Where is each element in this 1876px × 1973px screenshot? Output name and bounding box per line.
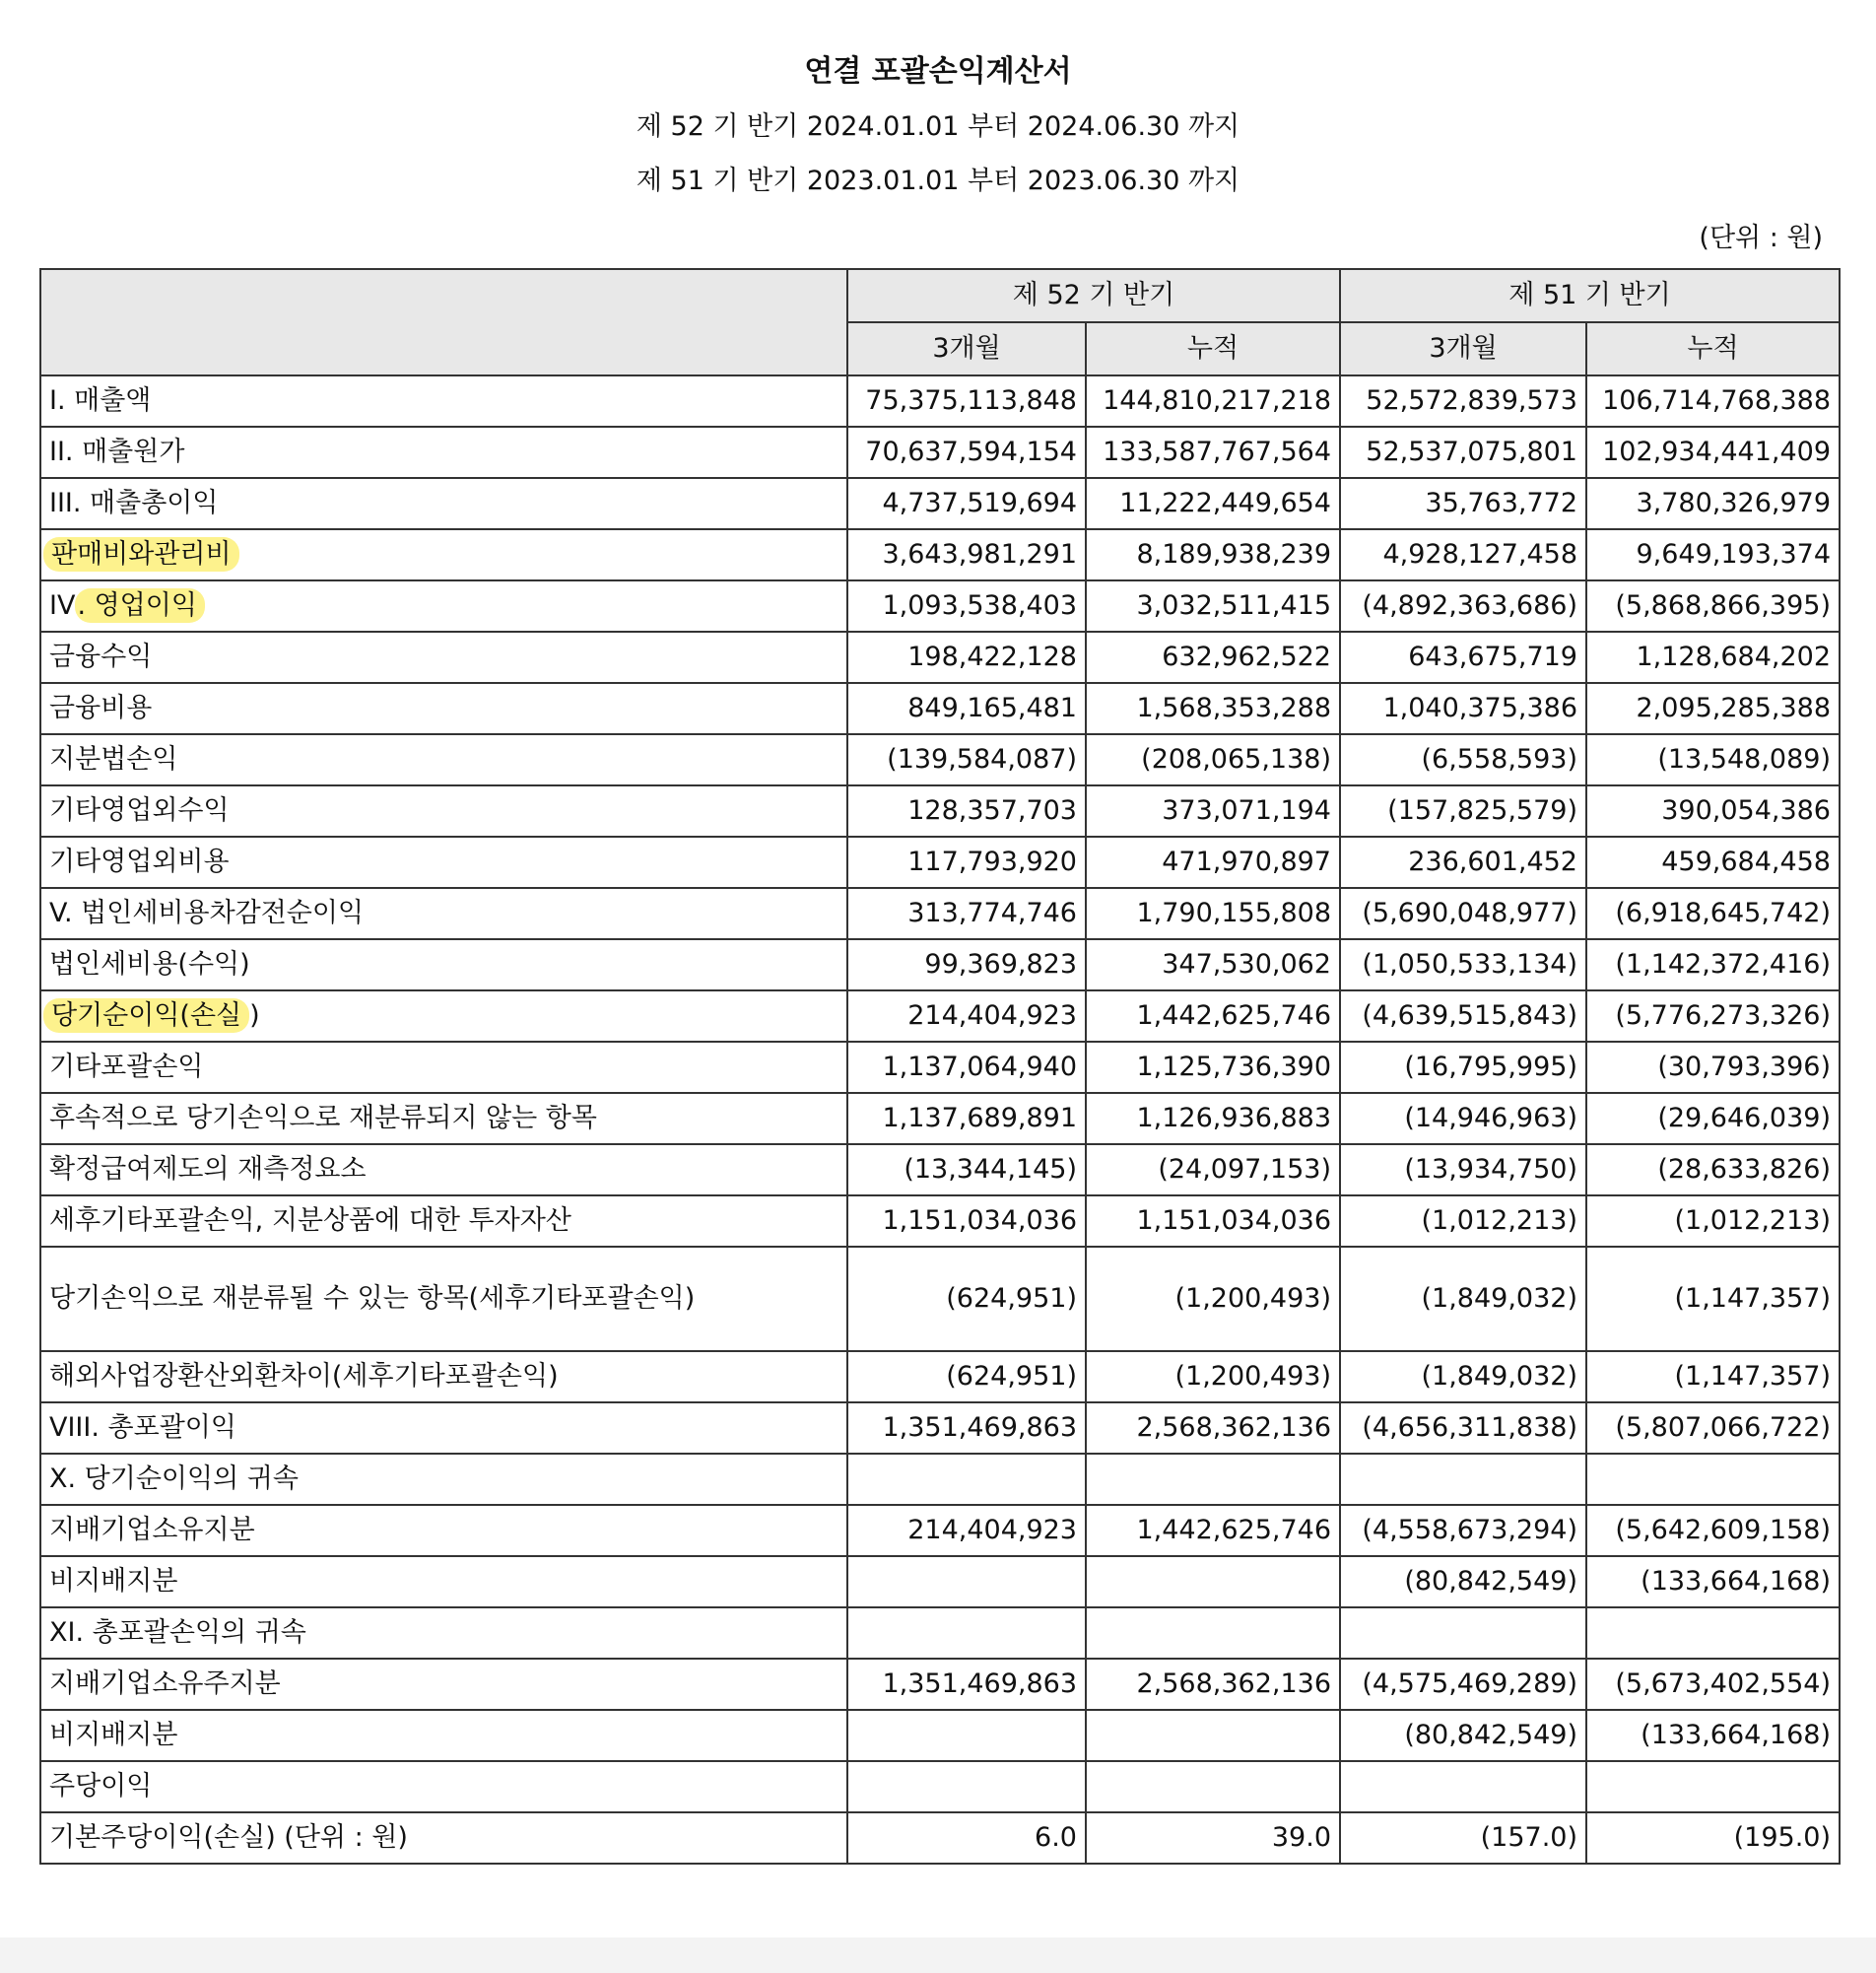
- bottom-strip: [0, 1938, 1876, 1973]
- value-cell: 471,970,897: [1086, 837, 1340, 888]
- value-cell: (30,793,396): [1586, 1042, 1840, 1093]
- value-cell: 1,125,736,390: [1086, 1042, 1340, 1093]
- row-label: 확정급여제도의 재측정요소: [40, 1144, 847, 1195]
- row-label: 지분법손익: [40, 734, 847, 785]
- row-label: 기타영업외수익: [40, 785, 847, 837]
- header-51-cumulative: 누적: [1586, 322, 1840, 375]
- value-cell: (133,664,168): [1586, 1556, 1840, 1607]
- value-cell: [1340, 1454, 1586, 1505]
- row-label: 세후기타포괄손익, 지분상품에 대한 투자자산: [40, 1195, 847, 1247]
- value-cell: (80,842,549): [1340, 1710, 1586, 1761]
- value-cell: 1,442,625,746: [1086, 990, 1340, 1042]
- header-blank-cell: [40, 269, 847, 375]
- value-cell: 1,128,684,202: [1586, 632, 1840, 683]
- table-row: [40, 529, 1840, 580]
- table-row: [40, 837, 1840, 888]
- row-label: 금융비용: [40, 683, 847, 734]
- table-row: [40, 1042, 1840, 1093]
- value-cell: 1,040,375,386: [1340, 683, 1586, 734]
- value-cell: (4,575,469,289): [1340, 1659, 1586, 1710]
- value-cell: 75,375,113,848: [847, 375, 1086, 427]
- unit-label: (단위 : 원): [1699, 223, 1823, 253]
- value-cell: (13,548,089): [1586, 734, 1840, 785]
- header-period-51: 제 51 기 반기: [1340, 269, 1840, 322]
- value-cell: 4,928,127,458: [1340, 529, 1586, 580]
- header-period-52: 제 52 기 반기: [847, 269, 1340, 322]
- value-cell: [1086, 1454, 1340, 1505]
- value-cell: (24,097,153): [1086, 1144, 1340, 1195]
- value-cell: 1,137,689,891: [847, 1093, 1086, 1144]
- table-row: [40, 1659, 1840, 1710]
- row-label: 주당이익: [40, 1761, 847, 1812]
- value-cell: (4,558,673,294): [1340, 1505, 1586, 1556]
- row-label: VIII. 총포괄이익: [40, 1402, 847, 1454]
- table-row: [40, 1093, 1840, 1144]
- value-cell: 390,054,386: [1586, 785, 1840, 837]
- value-cell: 643,675,719: [1340, 632, 1586, 683]
- value-cell: (624,951): [847, 1247, 1086, 1351]
- table-row: [40, 1505, 1840, 1556]
- value-cell: (1,012,213): [1340, 1195, 1586, 1247]
- value-cell: 52,537,075,801: [1340, 427, 1586, 478]
- header-row-groups: [40, 269, 1840, 322]
- value-cell: 144,810,217,218: [1086, 375, 1340, 427]
- table-body: [40, 375, 1840, 1864]
- value-cell: [1586, 1454, 1840, 1505]
- income-statement-table: [39, 268, 1841, 1865]
- table-row: [40, 632, 1840, 683]
- value-cell: (5,776,273,326): [1586, 990, 1840, 1042]
- value-cell: (16,795,995): [1340, 1042, 1586, 1093]
- table-row: [40, 1351, 1840, 1402]
- value-cell: (195.0): [1586, 1812, 1840, 1864]
- value-cell: (1,849,032): [1340, 1247, 1586, 1351]
- value-cell: (4,892,363,686): [1340, 580, 1586, 632]
- value-cell: 106,714,768,388: [1586, 375, 1840, 427]
- value-cell: (133,664,168): [1586, 1710, 1840, 1761]
- row-label: 기타영업외비용: [40, 837, 847, 888]
- value-cell: 3,643,981,291: [847, 529, 1086, 580]
- value-cell: (5,868,866,395): [1586, 580, 1840, 632]
- value-cell: [1340, 1607, 1586, 1659]
- value-cell: 52,572,839,573: [1340, 375, 1586, 427]
- value-cell: [847, 1761, 1086, 1812]
- row-label: 법인세비용(수익): [40, 939, 847, 990]
- value-cell: [847, 1454, 1086, 1505]
- row-label: II. 매출원가: [40, 427, 847, 478]
- value-cell: (5,690,048,977): [1340, 888, 1586, 939]
- value-cell: (208,065,138): [1086, 734, 1340, 785]
- value-cell: 117,793,920: [847, 837, 1086, 888]
- row-label: 기본주당이익(손실) (단위 : 원): [40, 1812, 847, 1864]
- header-52-3months: 3개월: [847, 322, 1086, 375]
- value-cell: (5,673,402,554): [1586, 1659, 1840, 1710]
- value-cell: 70,637,594,154: [847, 427, 1086, 478]
- table-row: [40, 1195, 1840, 1247]
- value-cell: 1,351,469,863: [847, 1402, 1086, 1454]
- value-cell: (14,946,963): [1340, 1093, 1586, 1144]
- row-label: XI. 총포괄손익의 귀속: [40, 1607, 847, 1659]
- value-cell: (1,147,357): [1586, 1247, 1840, 1351]
- value-cell: [1086, 1761, 1340, 1812]
- highlighted-label: 판매비와관리비: [43, 537, 239, 572]
- value-cell: 459,684,458: [1586, 837, 1840, 888]
- value-cell: 198,422,128: [847, 632, 1086, 683]
- value-cell: (139,584,087): [847, 734, 1086, 785]
- value-cell: (1,012,213): [1586, 1195, 1840, 1247]
- table-row: [40, 375, 1840, 427]
- table-row: [40, 478, 1840, 529]
- value-cell: (80,842,549): [1340, 1556, 1586, 1607]
- table-row: [40, 1761, 1840, 1812]
- value-cell: [847, 1607, 1086, 1659]
- value-cell: 133,587,767,564: [1086, 427, 1340, 478]
- value-cell: (29,646,039): [1586, 1093, 1840, 1144]
- value-cell: 8,189,938,239: [1086, 529, 1340, 580]
- row-label: 비지배지분: [40, 1556, 847, 1607]
- table-row: [40, 888, 1840, 939]
- value-cell: 849,165,481: [847, 683, 1086, 734]
- value-cell: [1586, 1607, 1840, 1659]
- row-label: I. 매출액: [40, 375, 847, 427]
- value-cell: 1,093,538,403: [847, 580, 1086, 632]
- value-cell: [1586, 1761, 1840, 1812]
- value-cell: (4,639,515,843): [1340, 990, 1586, 1042]
- table-row: [40, 1710, 1840, 1761]
- value-cell: 313,774,746: [847, 888, 1086, 939]
- value-cell: (1,050,533,134): [1340, 939, 1586, 990]
- statement-title: 연결 포괄손익계산서: [804, 54, 1072, 89]
- table-row: [40, 990, 1840, 1042]
- period-current: 제 52 기 반기 2024.01.01 부터 2024.06.30 까지: [636, 111, 1240, 142]
- table-header: [40, 269, 1840, 375]
- table-row: [40, 580, 1840, 632]
- row-label: [40, 529, 847, 580]
- value-cell: 128,357,703: [847, 785, 1086, 837]
- value-cell: (4,656,311,838): [1340, 1402, 1586, 1454]
- value-cell: [1086, 1710, 1340, 1761]
- value-cell: 3,780,326,979: [1586, 478, 1840, 529]
- row-label: 해외사업장환산외환차이(세후기타포괄손익): [40, 1351, 847, 1402]
- value-cell: (1,849,032): [1340, 1351, 1586, 1402]
- value-cell: (157,825,579): [1340, 785, 1586, 837]
- row-label: 후속적으로 당기손익으로 재분류되지 않는 항목: [40, 1093, 847, 1144]
- value-cell: 2,568,362,136: [1086, 1402, 1340, 1454]
- value-cell: (5,642,609,158): [1586, 1505, 1840, 1556]
- header-52-cumulative: 누적: [1086, 322, 1340, 375]
- value-cell: (1,200,493): [1086, 1247, 1340, 1351]
- row-label: [40, 990, 847, 1042]
- row-label: 기타포괄손익: [40, 1042, 847, 1093]
- value-cell: 373,071,194: [1086, 785, 1340, 837]
- value-cell: 1,442,625,746: [1086, 1505, 1340, 1556]
- value-cell: 6.0: [847, 1812, 1086, 1864]
- label-suffix: ): [249, 1000, 260, 1031]
- period-prior: 제 51 기 반기 2023.01.01 부터 2023.06.30 까지: [636, 166, 1240, 196]
- table-row: [40, 1144, 1840, 1195]
- value-cell: 39.0: [1086, 1812, 1340, 1864]
- table-row: [40, 427, 1840, 478]
- value-cell: 3,032,511,415: [1086, 580, 1340, 632]
- value-cell: 1,126,936,883: [1086, 1093, 1340, 1144]
- table-row: [40, 1454, 1840, 1505]
- value-cell: 99,369,823: [847, 939, 1086, 990]
- value-cell: 9,649,193,374: [1586, 529, 1840, 580]
- value-cell: (157.0): [1340, 1812, 1586, 1864]
- row-label: 지배기업소유지분: [40, 1505, 847, 1556]
- row-label: 당기손익으로 재분류될 수 있는 항목(세후기타포괄손익): [40, 1247, 847, 1351]
- value-cell: (5,807,066,722): [1586, 1402, 1840, 1454]
- row-label: X. 당기순이익의 귀속: [40, 1454, 847, 1505]
- value-cell: [1340, 1761, 1586, 1812]
- value-cell: (1,200,493): [1086, 1351, 1340, 1402]
- table-row: [40, 734, 1840, 785]
- table-row: [40, 939, 1840, 990]
- value-cell: 1,137,064,940: [847, 1042, 1086, 1093]
- table-row: [40, 785, 1840, 837]
- row-label: [40, 580, 847, 632]
- value-cell: [1086, 1556, 1340, 1607]
- value-cell: [1086, 1607, 1340, 1659]
- value-cell: [847, 1556, 1086, 1607]
- value-cell: (6,918,645,742): [1586, 888, 1840, 939]
- value-cell: (13,344,145): [847, 1144, 1086, 1195]
- label-prefix: IV: [49, 590, 76, 621]
- table-row: [40, 1402, 1840, 1454]
- value-cell: (6,558,593): [1340, 734, 1586, 785]
- value-cell: (624,951): [847, 1351, 1086, 1402]
- value-cell: [847, 1710, 1086, 1761]
- value-cell: 2,568,362,136: [1086, 1659, 1340, 1710]
- value-cell: (13,934,750): [1340, 1144, 1586, 1195]
- value-cell: 236,601,452: [1340, 837, 1586, 888]
- highlighted-label: 당기순이익(손실: [43, 998, 249, 1033]
- highlighted-label: . 영업이익: [75, 588, 205, 623]
- value-cell: 102,934,441,409: [1586, 427, 1840, 478]
- value-cell: 1,568,353,288: [1086, 683, 1340, 734]
- value-cell: 1,151,034,036: [847, 1195, 1086, 1247]
- row-label: 금융수익: [40, 632, 847, 683]
- table-row: [40, 1247, 1840, 1351]
- value-cell: 632,962,522: [1086, 632, 1340, 683]
- value-cell: (1,142,372,416): [1586, 939, 1840, 990]
- value-cell: 214,404,923: [847, 1505, 1086, 1556]
- row-label: V. 법인세비용차감전순이익: [40, 888, 847, 939]
- row-label: 지배기업소유주지분: [40, 1659, 847, 1710]
- value-cell: (28,633,826): [1586, 1144, 1840, 1195]
- value-cell: 214,404,923: [847, 990, 1086, 1042]
- table-row: [40, 1556, 1840, 1607]
- table-row: [40, 1812, 1840, 1864]
- value-cell: 1,790,155,808: [1086, 888, 1340, 939]
- value-cell: 35,763,772: [1340, 478, 1586, 529]
- row-label: III. 매출총이익: [40, 478, 847, 529]
- value-cell: (1,147,357): [1586, 1351, 1840, 1402]
- value-cell: 1,351,469,863: [847, 1659, 1086, 1710]
- table-row: [40, 1607, 1840, 1659]
- value-cell: 1,151,034,036: [1086, 1195, 1340, 1247]
- value-cell: 347,530,062: [1086, 939, 1340, 990]
- value-cell: 2,095,285,388: [1586, 683, 1840, 734]
- value-cell: 11,222,449,654: [1086, 478, 1340, 529]
- table-row: [40, 683, 1840, 734]
- value-cell: 4,737,519,694: [847, 478, 1086, 529]
- row-label: 비지배지분: [40, 1710, 847, 1761]
- header-51-3months: 3개월: [1340, 322, 1586, 375]
